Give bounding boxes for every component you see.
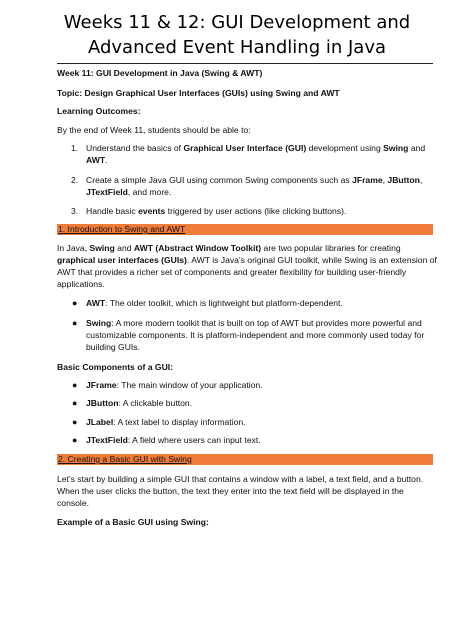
outcome-3-line-1: Handle basic events triggered by user actions (like clicking buttons). — [86, 206, 347, 216]
basic-components-heading: Basic Components of a GUI: — [57, 362, 174, 372]
section-2-heading: 2. Creating a Basic GUI with Swing — [58, 454, 192, 464]
outcome-3-number: 3. — [71, 206, 79, 216]
learning-outcomes-heading: Learning Outcomes: — [57, 106, 141, 116]
outcome-2-line-1: Create a simple Java GUI using common Swing components such as JFrame, JButton, — [86, 175, 423, 185]
bullet-icon: ● — [72, 380, 78, 390]
section-1-paragraph-line-3: AWT that provides a richer set of components and greater flexibility for building user-friendly — [57, 267, 407, 277]
section-2-paragraph-line-1: Let's start by building a simple GUI that contains a window with a label, a text field, and a button. — [57, 474, 424, 484]
section-2-heading-bar — [57, 454, 433, 465]
bullet-icon: ● — [72, 398, 78, 408]
document-title — [40, 10, 434, 60]
section-1-heading: 1. Introduction to Swing and AWT — [58, 224, 186, 234]
component-jframe: JFrame: The main window of your application. — [86, 380, 263, 390]
component-jbutton: JButton: A clickable button. — [86, 398, 193, 408]
outcomes-intro: By the end of Week 11, students should be able to: — [57, 125, 251, 135]
bullet-awt: AWT: The older toolkit, which is lightweight but platform-dependent. — [86, 298, 343, 308]
bullet-icon: ● — [72, 298, 78, 308]
bullet-icon: ● — [72, 435, 78, 445]
component-jtextfield: JTextField: A field where users can input text. — [86, 435, 261, 445]
component-jlabel: JLabel: A text label to display information. — [86, 417, 246, 427]
title-divider — [57, 63, 433, 64]
section-2-paragraph-line-3: console. — [57, 498, 90, 508]
section-1-heading-bar — [57, 224, 433, 235]
outcome-2-number: 2. — [71, 175, 79, 185]
bullet-swing-line-2: customizable components. It is platform-independent and more commonly used today for — [86, 330, 425, 340]
outcome-1-number: 1. — [71, 143, 79, 153]
title-line-1: Weeks 11 & 12: GUI Development and — [63, 12, 411, 33]
outcome-2-line-2: JTextField, and more. — [86, 187, 172, 197]
bullet-icon: ● — [72, 318, 78, 328]
section-1-paragraph-line-1: In Java, Swing and AWT (Abstract Window Toolkit) are two popular libraries for creating — [57, 243, 401, 253]
title-line-2: Advanced Event Handling in Java — [87, 37, 387, 58]
week-heading: Week 11: GUI Development in Java (Swing & AWT) — [57, 68, 263, 78]
bullet-icon: ● — [72, 417, 78, 427]
bullet-swing-line-3: building GUIs. — [86, 342, 140, 352]
example-heading: Example of a Basic GUI using Swing: — [57, 517, 209, 527]
section-2-paragraph-line-2: When the user clicks the button, the text they enter into the text field will be displayed in the — [57, 486, 404, 496]
outcome-1-line-2: AWT. — [86, 155, 108, 165]
topic-heading: Topic: Design Graphical User Interfaces (GUIs) using Swing and AWT — [57, 88, 340, 98]
section-1-paragraph-line-2: graphical user interfaces (GUIs). AWT is Java's original GUI toolkit, while Swing is an extension of — [57, 255, 437, 265]
outcome-1-line-1: Understand the basics of Graphical User Interface (GUI) development using Swing and — [86, 143, 426, 153]
section-1-paragraph-line-4: applications. — [57, 279, 105, 289]
bullet-swing-line-1: Swing: A more modern toolkit that is built on top of AWT but provides more powerful and — [86, 318, 422, 328]
